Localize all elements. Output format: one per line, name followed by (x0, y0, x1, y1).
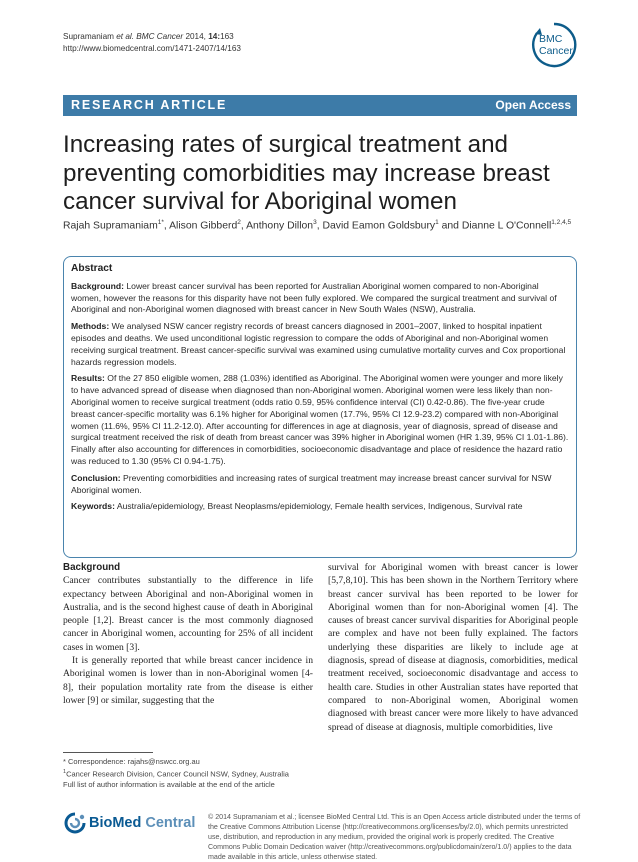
author-info-note: Full list of author information is available at the end of the article (63, 779, 275, 789)
correspondence: * Correspondence: rajahs@nswcc.org.au (63, 757, 200, 766)
citation-journal: BMC Cancer (136, 32, 184, 41)
biomed-central-logo (63, 812, 196, 834)
bmc-cancer-logo (531, 22, 577, 68)
wordmark-part-1: BioMed (89, 815, 142, 831)
section-heading-background: Background (63, 562, 121, 573)
author-affiliation-marker: 2 (237, 219, 241, 226)
running-header (63, 31, 241, 55)
abstract-text: We analysed NSW cancer registry records of breast cancers diagnosed in 2001–2007, linked to hospital inpatient episodes and deaths. We used unconditional logistic regression to compare the odds of Aboriginal and non-Aboriginal women receiving surgical treatment. Breast cancer-specific survival was examined using cumulative mortality curves and Cox proportional hazards regression models. (71, 321, 566, 367)
citation-etal: et al. (116, 32, 135, 41)
citation-page: 163 (220, 32, 234, 41)
biomed-central-swirl-icon (63, 812, 87, 834)
body-paragraph: It is generally reported that while breast cancer incidence in Aboriginal women is lower than in non-Aboriginal women [4-8], their population mortality rate from the disease is either lower [9] or similar, suggesting that the (63, 655, 313, 706)
logo-line-1: BMC (539, 33, 563, 45)
body-paragraph: survival for Aboriginal women with breast cancer is lower [5,7,8,10]. This has been shown in the Northern Territory where breast cancer survival has been reported to be lower for Aboriginal women than for non-Aboriginal women [4]. The causes of breast cancer survival disparities for Aboriginal people are complex and have not been fully explained. The factors underlying these disparities are likely to include age at diagnosis, spread of disease at diagnosis, comorbidities, medical treatment received, socioeconomic disadvantage and access to health care. Studies in other Australian states have reported that compared to non-Aboriginal women, Aboriginal women diagnosed with breast cancer were more likely to have advanced spread of disease at diagnosis, multiple comorbidities, live (328, 562, 578, 733)
open-access-label: Open Access (495, 98, 571, 112)
author-affiliation-marker: 1* (157, 219, 164, 226)
abstract-methods (71, 321, 569, 368)
abstract-heading: Abstract (71, 263, 113, 274)
author-name: Anthony Dillon (246, 220, 314, 232)
affiliation (63, 767, 313, 780)
abstract-keywords (71, 501, 569, 513)
author-name: Alison Gibberd (169, 220, 238, 232)
author-name: David Eamon Goldsbury (322, 220, 436, 232)
abstract-label: Conclusion: (71, 472, 121, 483)
abstract-label: Results: (71, 373, 105, 384)
footnote-divider (63, 752, 153, 753)
author-list: Rajah Supramaniam$^{1*}$, Alison Gibberd$^2$, Anthony Dillon$^3$, David Eamon Goldsbury$^1$ and Dianne L O'Connell$^{1,2,4,5}$ (63, 219, 572, 232)
copyright-notice: © 2014 Supramaniam et al.; licensee BioMed Central Ltd. This is an Open Access article distributed under the terms of the Creative Commons Attribution License (http://creativecommons.org/licenses/by/2.0), which permits unrestricted use, distribution, and reproduction in any medium, provided the original work is properly credited. The Creative Commons Public Domain Dedication waiver (http://creativecommons.org/publicdomain/zero/1.0/) applies to the data made available in this article, unless otherwise stated. (208, 813, 581, 861)
citation-year: 2014, (185, 32, 206, 41)
abstract-text: Lower breast cancer survival has been reported for Australian Aboriginal women compared to non-Aboriginal women, however the reasons for this disparity have not been fully explored. We compared the surgical treatment and survival of Aboriginal and non-Aboriginal women diagnosed with breast cancer in New South Wales (NSW), Australia. (71, 280, 557, 315)
logo-line-2: Cancer (539, 45, 573, 57)
citation-volume: 14: (208, 32, 221, 41)
abstract-conclusion (71, 473, 569, 497)
citation-line (63, 31, 241, 43)
abstract-label: Methods: (71, 321, 110, 332)
body-column-left (63, 561, 313, 707)
footnote (63, 757, 313, 790)
abstract-background (71, 281, 569, 316)
author-name: Rajah Supramaniam (63, 220, 158, 232)
abstract-text: Of the 27 850 eligible women, 288 (1.03%) identified as Aboriginal. The Aboriginal women were younger and more likely to have advanced spread of disease when diagnosed than non-Aboriginal women. Aboriginal women were less likely than non-Aboriginal women to receive surgical treatment (odds ratio 0.59, 95% confidence interval (CI) 0.42-0.86). The five-year crude breast cancer-specific mortality was 6.1% higher for Aboriginal women (17.7%, 95% CI 12.9-23.2) compared with non-Aboriginal women (11.6%, 95% CI 11.2-12.0). After accounting for differences in age at diagnosis, year of diagnosis, spread of disease and surgical treatment received the risk of death from breast cancer was 39% higher in Aboriginal women (HR 1.39, 95% CI 1.01-1.86). Finally after also accounting for differences in comorbidities, socioeconomic disadvantage and place of residence the hazard ratio was reduced to 1.30 (95% CI 0.94-1.75). (71, 373, 569, 466)
article-type-banner (63, 95, 577, 116)
author-affiliation-marker: 3 (313, 219, 317, 226)
biomed-central-wordmark (89, 815, 195, 831)
affiliation-number: 1 (63, 769, 67, 775)
article-type-label: RESEARCH ARTICLE (71, 98, 228, 112)
abstract-text: Preventing comorbidities and increasing rates of surgical treatment may increase breast cancer survival for NSW Aboriginal women. (71, 472, 552, 495)
abstract-box (63, 256, 577, 558)
bmc-logo-text (539, 33, 573, 57)
abstract-text: Australia/epidemiology, Breast Neoplasms/epidemiology, Female health services, Indigenous, Survival rate (116, 501, 523, 512)
affiliation-text: Cancer Research Division, Cancer Council NSW, Sydney, Australia (66, 769, 289, 779)
body-paragraph: Cancer contributes substantially to the difference in life expectancy between Aboriginal and non-Aboriginal women in Australia, and is the second highest cause of death in Aboriginal people [1,2]. Breast cancer is the most commonly diagnosed cancer in Aboriginal women, accounting for 25% of all incident cases in women [3]. (63, 575, 313, 653)
article-title: Increasing rates of surgical treatment and preventing comorbidities may increase breast cancer survival for Aboriginal women (63, 131, 550, 215)
abstract-label: Background: (71, 280, 124, 291)
author-affiliation-marker: 1,2,4,5 (551, 219, 572, 226)
body-column-right (328, 561, 578, 734)
abstract-results (71, 373, 569, 467)
abstract-label: Keywords: (71, 501, 115, 512)
citation-author: Supramaniam (63, 32, 114, 41)
author-name: Dianne L O'Connell (461, 220, 552, 232)
article-url[interactable]: http://www.biomedcentral.com/1471-2407/14/163 (63, 44, 241, 53)
author-affiliation-marker: 1 (435, 219, 439, 226)
wordmark-part-2: Central (141, 815, 196, 831)
